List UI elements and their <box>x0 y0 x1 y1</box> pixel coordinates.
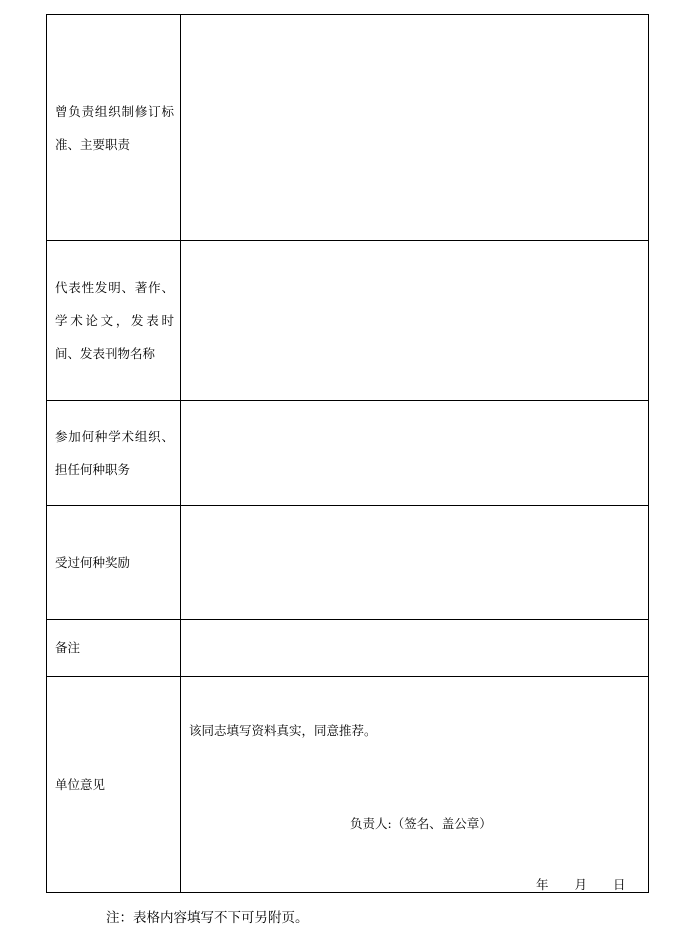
form-row-awards <box>47 506 649 620</box>
content-cell-standards[interactable] <box>181 15 649 241</box>
label-cell <box>47 677 181 893</box>
label-cell <box>47 15 181 241</box>
date-month: 月 <box>574 877 588 892</box>
label-cell <box>47 241 181 401</box>
content-cell-remarks[interactable] <box>181 620 649 677</box>
unit-opinion-statement: 该同志填写资料真实，同意推荐。 <box>189 723 377 738</box>
label-cell <box>47 401 181 506</box>
date-day: 日 <box>613 877 626 892</box>
form-row-organizations <box>47 401 649 506</box>
row-label-remarks: 备注 <box>55 640 81 655</box>
date-year: 年 <box>536 877 549 892</box>
recommendation-form-table <box>46 14 649 893</box>
form-row-standards <box>47 15 649 241</box>
label-cell <box>47 620 181 677</box>
content-cell-awards[interactable] <box>181 506 649 620</box>
footnote: 注：表格内容填写不下可另附页。 <box>106 910 309 926</box>
label-cell <box>47 506 181 620</box>
form-row-unit-opinion <box>47 677 649 893</box>
form-row-remarks <box>47 620 649 677</box>
row-label-unit-opinion: 单位意见 <box>55 776 106 792</box>
content-cell-unit-opinion[interactable] <box>181 677 649 893</box>
date-line <box>536 875 648 893</box>
row-label-standards: 曾负责组织制修订标准、主要职责 <box>55 103 174 152</box>
signer-line: 负责人:（签名、盖公章） <box>350 816 492 831</box>
row-label-publications: 代表性发明、著作、学术论文，发表时间、发表刊物名称 <box>55 280 174 361</box>
form-row-publications <box>47 241 649 401</box>
content-cell-publications[interactable] <box>181 241 649 401</box>
content-cell-organizations[interactable] <box>181 401 649 506</box>
row-label-organizations: 参加何种学术组织、担任何种职务 <box>55 429 174 477</box>
row-label-awards: 受过何种奖励 <box>55 554 131 570</box>
